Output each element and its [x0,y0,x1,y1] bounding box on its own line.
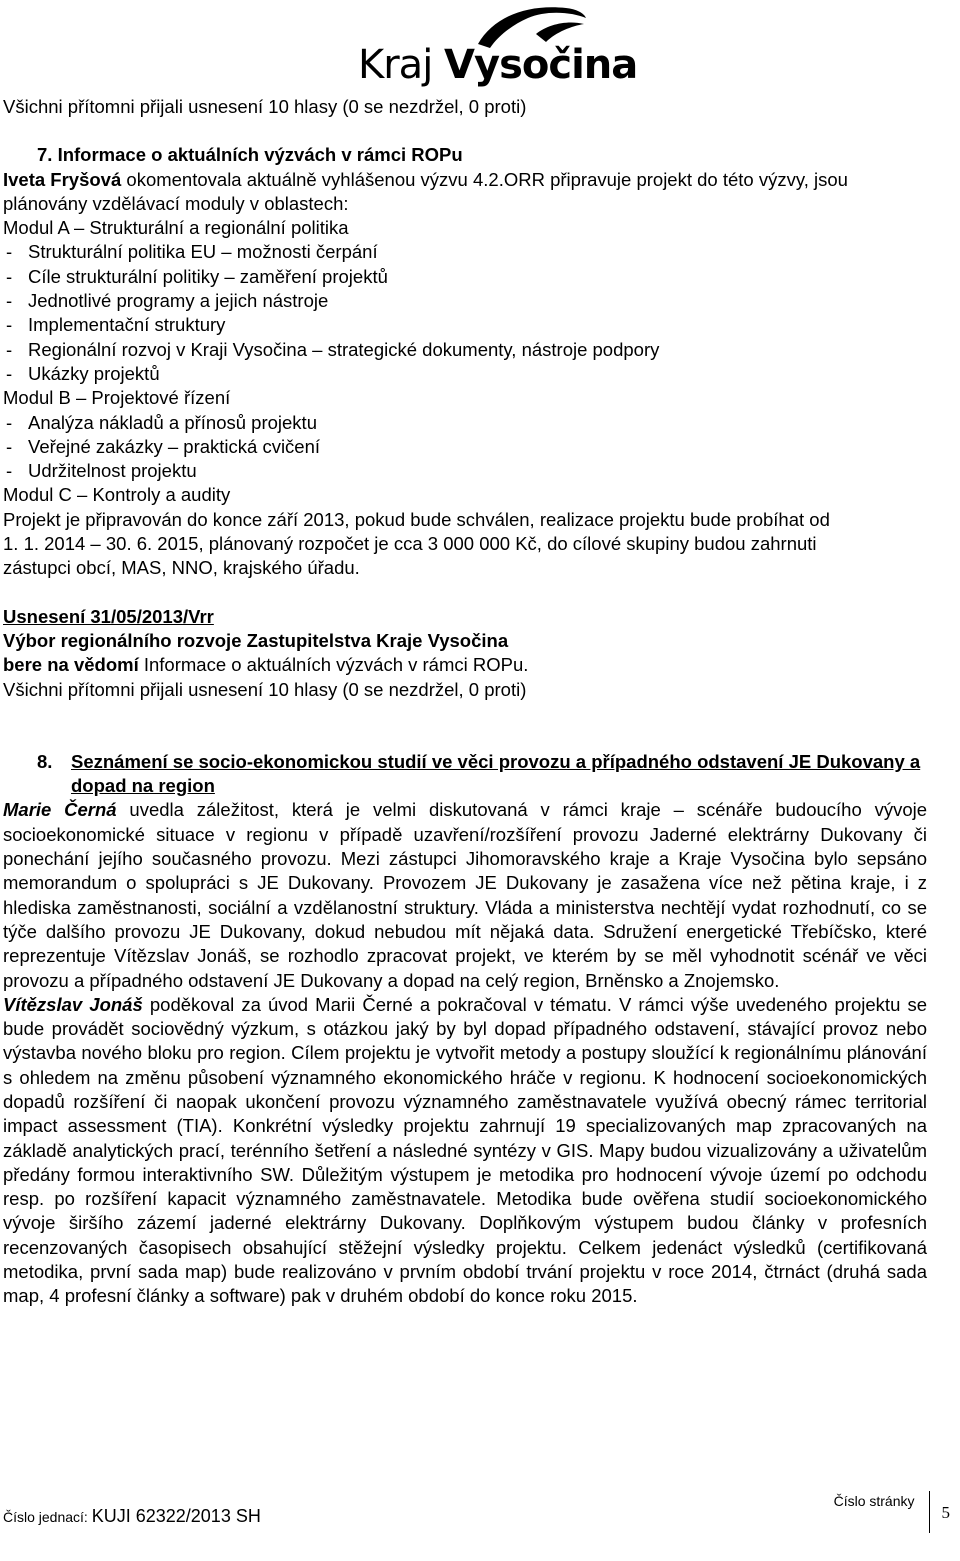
document-body [3,95,927,1309]
speaker-name: Iveta Fryšová [3,168,122,190]
item-7-intro [3,168,927,217]
list-item: - Regionální rozvoj v Kraji Vysočina – strategické dokumenty, nástroje podpory [6,338,660,360]
logo-text [358,42,637,88]
item-8-heading [3,750,927,799]
item-8-number: 8. [37,750,53,772]
reference-value: KUJI 62322/2013 SH [91,1506,261,1526]
speaker-name: Marie Černá [3,799,117,821]
resolution-text: bere na vědomí Informace o aktuálních výzvách v rámci ROPu. [3,654,529,676]
list-item: - Veřejné zakázky – praktická cvičení [6,435,321,457]
list-item: - Strukturální politika EU – možnosti čerpání [6,241,378,263]
logo-vysocina: Vysočina [444,42,638,88]
page-number-block [834,1491,950,1533]
reference-label: Číslo jednací: [3,1509,92,1525]
list-item: - Ukázky projektů [6,362,160,384]
module-b-list [3,411,927,484]
list-item: - Implementační struktury [6,314,226,336]
page-number: 5 [941,1503,950,1522]
resolution-number: Usnesení 31/05/2013/Vrr [3,605,214,627]
module-a-title: Modul A – Strukturální a regionální politika [3,217,349,239]
kraj-vysocina-logo [358,4,638,90]
resolution-vote: Všichni přítomni přijali usnesení 10 hlasy (0 se nezdržel, 0 proti) [3,678,527,700]
page-label: Číslo stránky [833,1493,915,1509]
item-7-heading: 7. Informace o aktuálních výzvách v rámci ROPu [37,144,463,166]
list-item: - Udržitelnost projektu [6,460,197,482]
vote-result-previous: Všichni přítomni přijali usnesení 10 hlasy (0 se nezdržel, 0 proti) [3,96,527,117]
item-7-intro-text: okomentovala aktuálně vyhlášenou výzvu 4.2.ORR připravuje projekt do této výzvy, jsou plánovány vzdělávací moduly v oblastech: [3,168,848,214]
item-8-paragraph-2: Vítězslav Jonáš poděkoval za úvod Marii Černé a pokračoval v tématu. V rámci výše uvedeného projektu se bude provádět sociovědný výzkum, s otázkou jaký by byl dopad případného odstavení, stávající provoz nebo výstavba nového bloku pro region. Cílem projektu je vytvořit metody a postupy sloužící k regionálnímu plánování s ohledem na změnu působení významného ekonomického hráče v regionu. K hodnocení socioekonomických dopadů rozšíření či naopak ukončení provozu významného zaměstnavatele využívá obecný rámec territorial impact assessment (TIA). Konkrétní výsledky projektu zahrnují 19 specializovaných map zpracovaných na základě analytických prací, terénního šetření a následné syntézy v GIS. Mapy budou vizualizovány a uživatelům předány formou interaktivního SW. Důležitým výstupem je metodika pro hodnocení vývoje území po odchodu resp. po rozšíření kapacit významného zaměstnavatele. Metodika bude ověřena studií socioekonomického vývoje širšího zázemí jaderné elektrárny Dukovany. Doplňkovým výstupem budou články v profesních recenzovaných časopisech obsahující stěžejní výsledky projektu. Celkem jedenáct výsledků (certifikovaná metodika, první sada map) bude realizováno v prvním období trvání projektu v roce 2014, čtrnáct (druhá sada map, 4 profesní články a software) pak v druhém období do konce roku 2015. [3,993,928,1307]
logo-kraj: Kraj [358,42,433,88]
module-c-title: Modul C – Kontroly a audity [3,484,231,506]
reference-number [3,1506,261,1527]
list-item: - Analýza nákladů a přínosů projektu [6,411,317,433]
speaker-name: Vítězslav Jonáš [3,993,143,1015]
page-divider [929,1491,930,1533]
item-8-paragraph-1: Marie Černá uvedla záležitost, která je velmi diskutovaná v rámci kraje – scénáře budoucího vývoje socioekonomické situace v regionu v případě uzavření/rozšíření provozu Jaderné elektrárny Dukovany či ponechání jejího současného provozu. Mezi zástupci Jihomoravského kraje a Kraje Vysočina bylo sepsáno memorandum o spolupráci s JE Dukovany. Provozem JE Dukovany je zasažena více než pětina kraje, i z hlediska zaměstnanosti, sociální a vzdělanostní struktury. Vláda a ministerstva nechtějí vydat rozhodnutí, co se týče dalšího provozu JE Dukovany, dokud nebudou mít nějaká data. Sdružení energetické Třebíčsko, které reprezentuje Vítězslav Jonáš, se rozhodlo zpracovat projekt, ve kterém by se měl vyhodnotit scénář ve věci provozu a případného odstavení JE Dukovany a dopad na celý region, Brněnsko a Znojemsko. [3,799,928,991]
list-item: - Cíle strukturální politiky – zaměření projektů [6,265,388,287]
resolution-committee: Výbor regionálního rozvoje Zastupitelstva Kraje Vysočina [3,629,509,651]
item-7-closing: Projekt je připravován do konce září 2013, pokud bude schválen, realizace projektu bude probíhat od 1. 1. 2014 – 30. 6. 2015, plánovaný rozpočet je cca 3 000 000 Kč, do cílové skupiny budou zahrnuti zástupci obcí, MAS, NNO, krajského úřadu. [3,508,830,579]
module-a-list [3,240,927,386]
item-8-title: Seznámení se socio-ekonomickou studií ve věci provozu a případného odstavení JE Dukovany a dopad na region [71,750,921,797]
page-footer [3,1491,960,1541]
module-b-title: Modul B – Projektové řízení [3,387,231,409]
list-item: - Jednotlivé programy a jejich nástroje [6,290,329,312]
